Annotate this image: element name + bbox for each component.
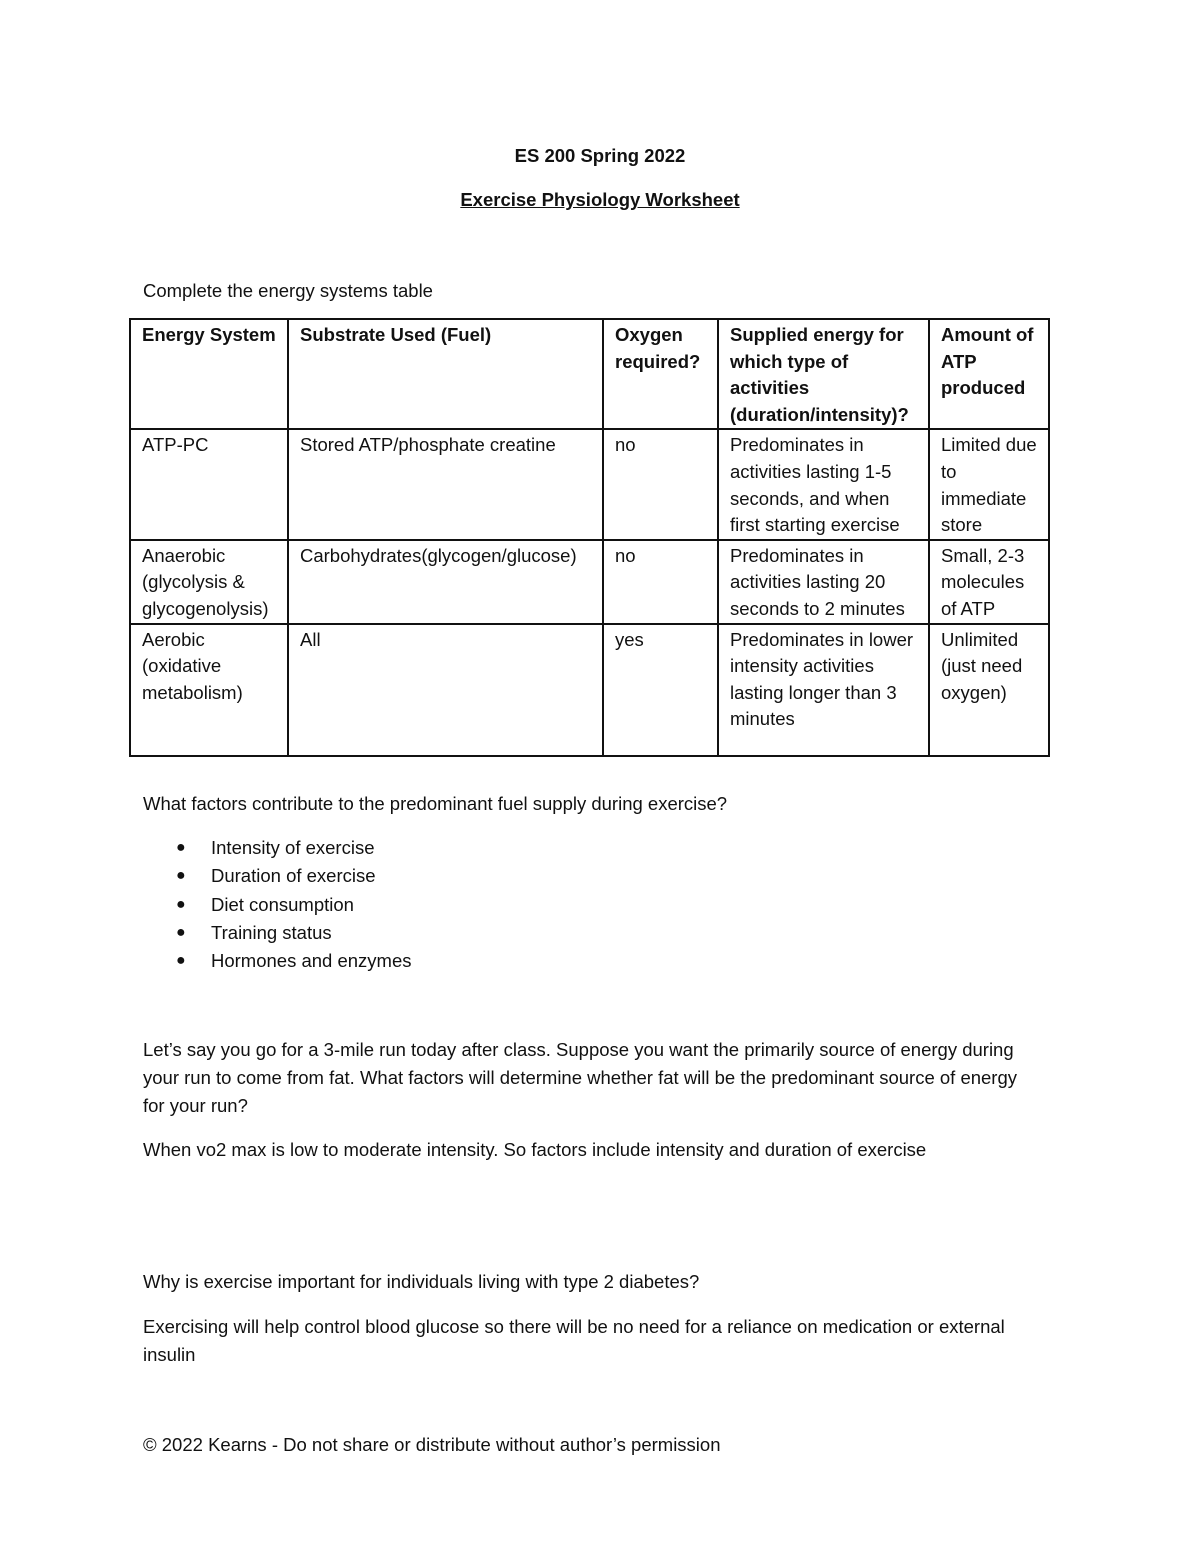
question-1: What factors contribute to the predominant fuel supply during exercise? [143,793,728,814]
bullet-icon: ● [176,923,186,941]
table-cell: Predominates in activities lasting 20 seconds to 2 minutes [718,540,929,624]
table-cell: Limited due to immediate store [929,429,1049,539]
table-cell: Anaerobic (glycolysis & glycogenolysis) [130,540,288,624]
list-item-text: Duration of exercise [211,865,376,887]
table-cell: no [603,429,718,539]
table-cell: Aerobic (oxidative metabolism) [130,624,288,756]
table-row [130,540,1049,624]
answer-2: When vo2 max is low to moderate intensity. So factors include intensity and duration of exercise [143,1139,927,1160]
column-header: Substrate Used (Fuel) [288,319,603,429]
table-row [130,429,1049,539]
table-cell: no [603,540,718,624]
bullet-icon: ● [176,867,186,885]
factors-list [143,834,412,975]
worksheet-title: Exercise Physiology Worksheet [460,189,740,210]
course-title: ES 200 Spring 2022 [514,145,686,166]
bullet-icon: ● [176,839,186,856]
energy-systems-table [129,318,1050,757]
table-header-row [130,319,1049,429]
list-item-text: Training status [211,921,332,943]
table-cell: Unlimited (just need oxygen) [929,624,1049,756]
column-header: Energy System [130,319,288,429]
table-cell: All [288,624,603,756]
question-2: Let’s say you go for a 3-mile run today after class. Suppose you want the primarily source of energy during your run to come from fat. What factors will determine whether fat will be the predominant source of energy for your run? [143,1039,1018,1116]
column-header: Oxygen required? [603,319,718,429]
list-item-text: Intensity of exercise [211,837,375,858]
list-item-text: Hormones and enzymes [211,950,412,972]
table-cell: Small, 2-3 molecules of ATP [929,540,1049,624]
table-instruction: Complete the energy systems table [143,280,433,301]
column-header: Amount of ATP produced [929,319,1049,429]
list-item [143,891,412,919]
list-item [143,834,412,862]
table-cell: ATP-PC [130,429,288,539]
table-cell: yes [603,624,718,756]
table-row [130,624,1049,756]
list-item [143,947,412,975]
table-cell: Predominates in activities lasting 1-5 seconds, and when first starting exercise [718,429,929,539]
answer-3: Exercising will help control blood glucose so there will be no need for a reliance on medication or external insulin [143,1316,1005,1365]
table-cell: Stored ATP/phosphate creatine [288,429,603,539]
bullet-icon: ● [176,952,186,970]
copyright-footer: © 2022 Kearns - Do not share or distribute without author’s permission [143,1434,721,1455]
table-cell: Carbohydrates(glycogen/glucose) [288,540,603,624]
bullet-icon: ● [176,895,186,913]
table-cell: Predominates in lower intensity activities lasting longer than 3 minutes [718,624,929,756]
column-header: Supplied energy for which type of activities (duration/intensity)? [718,319,929,429]
list-item [143,862,412,890]
question-3: Why is exercise important for individuals living with type 2 diabetes? [143,1271,700,1292]
list-item [143,919,412,947]
list-item-text: Diet consumption [211,893,354,915]
